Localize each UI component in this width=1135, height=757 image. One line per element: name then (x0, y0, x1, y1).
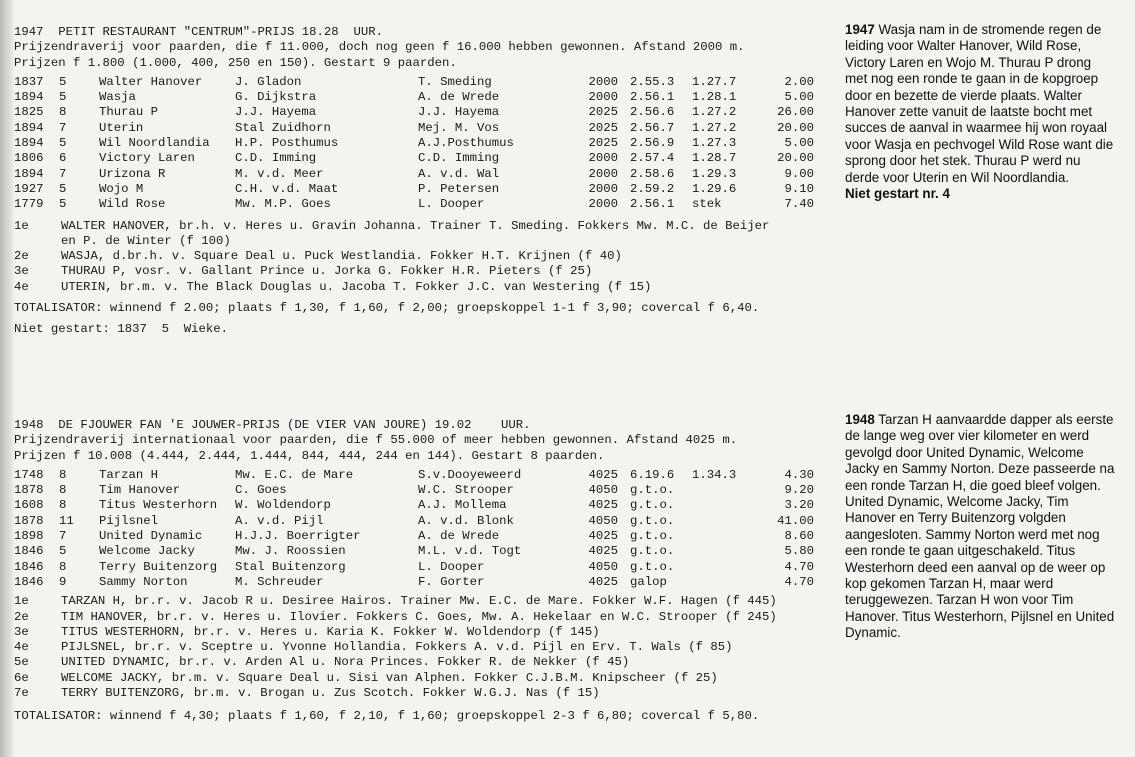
commentary-1948 (845, 412, 1115, 642)
odds: 26.00 (777, 105, 814, 120)
age: 6 (59, 151, 67, 166)
odds: 4.70 (784, 559, 814, 574)
placing-pedigree: TERRY BUITENZORG, br.m. v. Brogan u. Zus Scotch. Fokker W.G.J. Nas (f 15) (61, 686, 600, 701)
driver: A. de Wrede (418, 529, 500, 544)
placing-position: 1e (14, 594, 29, 609)
distance: 2000 (588, 90, 618, 105)
placing-pedigree: PIJLSNEL, br.r. v. Sceptre u. Yvonne Hollandia. Fokkers A. v.d. Pijl en Erv. T. Wals (f 85) (61, 640, 733, 655)
results-table (14, 75, 814, 213)
odds: 20.00 (777, 151, 814, 166)
placing-entry (14, 640, 834, 655)
odds: 5.00 (784, 90, 814, 105)
horse-name: Tim Hanover (99, 483, 181, 498)
race-header: 1948 DE FJOUWER FAN 'E JOUWER-PRIJS (DE VIER VAN JOURE) 19.02 UUR. (14, 418, 531, 432)
race-time: 2.56.7 (630, 120, 675, 135)
placing-entry (14, 625, 834, 640)
result-row (14, 560, 814, 575)
horse-name: Wil Noordlandia (99, 136, 210, 151)
horse-number: 1837 (14, 74, 44, 89)
distance: 4050 (588, 513, 618, 528)
placing-entry (14, 280, 834, 295)
race-time: 2.56.9 (630, 136, 675, 151)
km-time (692, 544, 754, 559)
km-time (692, 498, 754, 513)
age: 5 (59, 197, 67, 212)
horse-number: 1894 (14, 166, 44, 181)
odds: 4.30 (784, 467, 814, 482)
owner: M. v.d. Meer (235, 166, 324, 181)
race-time: g.t.o. (630, 544, 675, 559)
km-time (692, 560, 754, 575)
horse-number: 1779 (14, 197, 44, 212)
placing-position: 2e (14, 609, 29, 624)
placing-entry (14, 686, 834, 701)
race-prizes: Prijzen f 1.800 (1.000, 400, 250 en 150). Gestart 9 paarden. (14, 55, 457, 70)
placing-pedigree: WALTER HANOVER, br.h. v. Heres u. Gravin Johanna. Trainer T. Smeding. Fokkers Mw. M.C. de Beijer en P. de Winter (f 100) (61, 218, 770, 248)
horse-name: Wasja (99, 90, 136, 105)
placing-pedigree: TARZAN H, br.r. v. Jacob R u. Desiree Hairos. Trainer Mw. E.C. de Mare. Fokker W.F. Hagen (f 445) (61, 594, 777, 609)
odds: 3.20 (784, 498, 814, 513)
age: 9 (59, 574, 67, 589)
owner: C.H. v.d. Maat (235, 181, 339, 196)
odds: 9.00 (784, 166, 814, 181)
placing-position: 5e (14, 655, 29, 670)
horse-number: 1846 (14, 574, 44, 589)
race-time: g.t.o. (630, 498, 675, 513)
distance: 4025 (588, 529, 618, 544)
odds: 41.00 (777, 513, 814, 528)
result-row (14, 529, 814, 544)
placing-pedigree: UTERIN, br.m. v. The Black Douglas u. Jacoba T. Fokker J.C. van Westering (f 15) (61, 279, 652, 294)
distance: 2000 (588, 166, 618, 181)
result-row (14, 498, 814, 513)
km-time: 1.28.1 (692, 90, 737, 105)
driver: S.v.Dooyeweerd (418, 467, 522, 482)
race-time: g.t.o. (630, 513, 675, 528)
horse-name: Pijlsnel (99, 513, 159, 528)
race-time: 2.55.3 (630, 74, 675, 89)
result-row (14, 468, 814, 483)
placing-pedigree: WELCOME JACKY, br.m. v. Square Deal u. Sisi van Alphen. Fokker C.J.B.M. Knipscheer (f 25) (61, 670, 718, 685)
commentary-text: Wasja nam in de stromende regen de leiding voor Walter Hanover, Wild Rose, Victory Laren en Wojo M. Thurau P drong met nog een ronde te gaan in de kopgroep door en bezette de vierde plaats. Walter Hanover zette vanuit de laatste bocht met succes de aanval in waarmee hij won royaal voor Wasja en pechvogel Wild Rose want die sprong door het stek. Thurau P werd nu derde voor Uterin en Wil Noordlandia. (845, 22, 1114, 185)
distance: 2000 (588, 74, 618, 89)
odds: 2.00 (784, 74, 814, 89)
driver: L. Dooper (418, 197, 485, 212)
horse-number: 1748 (14, 467, 44, 482)
placing-pedigree: TIM HANOVER, br.r. v. Heres u. Ilovier. Fokkers C. Goes, Mw. A. Hekelaar en W.C. Strooper (f 245) (61, 609, 777, 624)
age: 5 (59, 74, 67, 89)
horse-number: 1846 (14, 544, 44, 559)
result-row (14, 575, 814, 590)
race-conditions: Prijzendraverij internationaal voor paarden, die f 55.000 of meer hebben gewonnen. Afstand 4025 m. (14, 433, 738, 448)
race-time: 2.56.6 (630, 105, 675, 120)
driver: A. v.d. Blonk (418, 513, 514, 528)
placing-entry (14, 249, 834, 264)
race-time: 2.56.1 (630, 90, 675, 105)
driver: F. Gorter (418, 574, 485, 589)
race-conditions: Prijzendraverij voor paarden, die f 11.000, doch nog geen f 16.000 hebben gewonnen. Afstand 2000 m. (14, 40, 745, 55)
result-row (14, 182, 814, 197)
distance: 4025 (588, 498, 618, 513)
km-time: 1.29.6 (692, 181, 737, 196)
placing-entry (14, 264, 834, 279)
race-prizes: Prijzen f 10.008 (4.444, 2.444, 1.444, 844, 444, 244 en 144). Gestart 8 paarden. (14, 448, 605, 463)
placing-pedigree: THURAU P, vosr. v. Gallant Prince u. Jorka G. Fokker H.R. Pieters (f 25) (61, 264, 593, 279)
driver: T. Smeding (418, 74, 492, 89)
odds: 20.00 (777, 120, 814, 135)
result-row (14, 483, 814, 498)
owner: M. Schreuder (235, 574, 324, 589)
placing-position: 4e (14, 640, 29, 655)
race-time: 2.56.1 (630, 197, 675, 212)
distance: 4025 (588, 574, 618, 589)
placing-entry (14, 219, 834, 250)
placing-position: 4e (14, 279, 29, 294)
totalisator: TOTALISATOR: winnend f 4,30; plaats f 1,60, f 2,10, f 1,60; groepskoppel 2-3 f 6,80; covercal f 5,80. (14, 709, 760, 724)
horse-number: 1846 (14, 559, 44, 574)
placings-list (14, 594, 834, 701)
race-time: 2.58.6 (630, 166, 675, 181)
owner: J.J. Hayema (235, 105, 317, 120)
horse-name: Victory Laren (99, 151, 195, 166)
horse-number: 1825 (14, 105, 44, 120)
km-time (692, 483, 754, 498)
placings-list (14, 219, 834, 295)
horse-name: Tarzan H (99, 467, 159, 482)
race-1948 (14, 418, 834, 725)
distance: 2025 (588, 136, 618, 151)
km-time (692, 514, 754, 529)
owner: G. Dijkstra (235, 90, 317, 105)
km-time (692, 529, 754, 544)
odds: 9.10 (784, 181, 814, 196)
age: 8 (59, 105, 67, 120)
result-row (14, 90, 814, 105)
horse-name: Terry Buitenzorg (99, 559, 218, 574)
totalisator: TOTALISATOR: winnend f 2.00; plaats f 1,30, f 1,60, f 2,00; groepskoppel 1-1 f 3,90; covercal f 6,40. (14, 301, 760, 316)
driver: A. v.d. Wal (418, 166, 500, 181)
result-row (14, 197, 814, 212)
placing-entry (14, 655, 834, 670)
placing-position: 3e (14, 624, 29, 639)
distance: 4025 (588, 544, 618, 559)
age: 5 (59, 90, 67, 105)
km-time: 1.34.3 (692, 467, 737, 482)
horse-name: Uterin (99, 120, 144, 135)
owner: H.P. Posthumus (235, 136, 339, 151)
driver: L. Dooper (418, 559, 485, 574)
horse-number: 1898 (14, 529, 44, 544)
owner: Stal Buitenzorg (235, 559, 346, 574)
odds: 4.70 (784, 574, 814, 589)
age: 7 (59, 166, 67, 181)
race-time: 6.19.6 (630, 467, 675, 482)
race-1947 (14, 25, 834, 338)
age: 11 (59, 513, 74, 528)
driver: W.C. Strooper (418, 483, 514, 498)
horse-number: 1806 (14, 151, 44, 166)
owner: C.D. Imming (235, 151, 317, 166)
owner: C. Goes (235, 483, 287, 498)
horse-number: 1927 (14, 181, 44, 196)
horse-number: 1878 (14, 483, 44, 498)
horse-number: 1878 (14, 513, 44, 528)
placing-position: 3e (14, 264, 29, 279)
driver: Mej. M. Vos (418, 120, 500, 135)
distance: 2000 (588, 181, 618, 196)
age: 5 (59, 544, 67, 559)
age: 5 (59, 136, 67, 151)
distance: 4050 (588, 483, 618, 498)
driver: J.J. Hayema (418, 105, 500, 120)
owner: Mw. M.P. Goes (235, 197, 331, 212)
results-table (14, 468, 814, 590)
placing-pedigree: WASJA, d.br.h. v. Square Deal u. Puck Westlandia. Fokker H.T. Krijnen (f 40) (61, 249, 622, 264)
horse-name: Titus Westerhorn (99, 498, 218, 513)
result-row (14, 167, 814, 182)
owner: J. Gladon (235, 74, 302, 89)
horse-name: Wojo M (99, 181, 144, 196)
odds: 7.40 (784, 197, 814, 212)
owner: Mw. E.C. de Mare (235, 467, 354, 482)
horse-number: 1608 (14, 498, 44, 513)
distance: 2000 (588, 197, 618, 212)
km-time (692, 575, 754, 590)
placing-entry (14, 610, 834, 625)
owner: H.J.J. Boerrigter (235, 529, 361, 544)
placing-entry (14, 594, 834, 609)
distance: 4050 (588, 559, 618, 574)
horse-name: Urizona R (99, 166, 166, 181)
driver: M.L. v.d. Togt (418, 544, 522, 559)
odds: 8.60 (784, 529, 814, 544)
commentary-year: 1947 (845, 22, 875, 37)
horse-name: Welcome Jacky (99, 544, 195, 559)
age: 5 (59, 181, 67, 196)
driver: A.J. Mollema (418, 498, 507, 513)
km-time: 1.27.7 (692, 74, 737, 89)
age: 8 (59, 498, 67, 513)
age: 7 (59, 120, 67, 135)
km-time: stek (692, 197, 722, 212)
odds: 5.00 (784, 136, 814, 151)
race-time: g.t.o. (630, 483, 675, 498)
placing-position: 2e (14, 249, 29, 264)
placing-entry (14, 671, 834, 686)
race-time: g.t.o. (630, 559, 675, 574)
placing-position: 1e (14, 218, 29, 233)
race-time: 2.59.2 (630, 181, 675, 196)
driver: C.D. Imming (418, 151, 500, 166)
placing-pedigree: TITUS WESTERHORN, br.r. v. Heres u. Karia K. Fokker W. Woldendorp (f 145) (61, 624, 600, 639)
race-time: g.t.o. (630, 529, 675, 544)
age: 7 (59, 529, 67, 544)
owner: W. Woldendorp (235, 498, 331, 513)
result-row (14, 75, 814, 90)
horse-name: Walter Hanover (99, 74, 203, 89)
age: 8 (59, 483, 67, 498)
horse-name: Thurau P (99, 105, 159, 120)
km-time: 1.27.2 (692, 120, 737, 135)
horse-name: Sammy Norton (99, 574, 188, 589)
km-time: 1.29.3 (692, 166, 737, 181)
commentary-text: Tarzan H aanvaardde dapper als eerste de lange weg over vier kilometer en werd gevolgd door United Dynamic, Welcome Jacky en Sammy Norton. Deze passeerde na een ronde Tarzan H, die goed bleef volgen. United Dynamic, Welcome Jacky, Tim Hanover en Terry Buitenzorg volgden aangesloten. Sammy Norton werd met nog een ronde te gaan uitgeschakeld. Titus Westerhorn deed een aanval op de weer op kop gekomen Tarzan H, maar werd teruggewezen. Tarzan H won voor Tim Hanover. Titus Westerhorn, Pijlsnel en United Dynamic. (845, 412, 1115, 641)
result-row (14, 151, 814, 166)
result-row (14, 544, 814, 559)
km-time: 1.28.7 (692, 151, 737, 166)
driver: A. de Wrede (418, 90, 500, 105)
distance: 2000 (588, 151, 618, 166)
not-started: Niet gestart: 1837 5 Wieke. (14, 322, 229, 337)
driver: P. Petersen (418, 181, 500, 196)
horse-name: Wild Rose (99, 197, 166, 212)
distance: 2025 (588, 120, 618, 135)
commentary-1947 (845, 22, 1115, 202)
race-time: 2.57.4 (630, 151, 675, 166)
age: 8 (59, 467, 67, 482)
owner: A. v.d. Pijl (235, 513, 324, 528)
horse-name: United Dynamic (99, 529, 203, 544)
km-time: 1.27.3 (692, 136, 737, 151)
commentary-year: 1948 (845, 412, 875, 427)
odds: 5.80 (784, 544, 814, 559)
owner: Mw. J. Roossien (235, 544, 346, 559)
result-row (14, 514, 814, 529)
placing-pedigree: UNITED DYNAMIC, br.r. v. Arden Al u. Nora Princes. Fokker R. de Nekker (f 45) (61, 655, 630, 670)
distance: 4025 (588, 467, 618, 482)
placing-position: 6e (14, 670, 29, 685)
driver: A.J.Posthumus (418, 136, 514, 151)
horse-number: 1894 (14, 136, 44, 151)
horse-number: 1894 (14, 90, 44, 105)
age: 8 (59, 559, 67, 574)
result-row (14, 121, 814, 136)
owner: Stal Zuidhorn (235, 120, 331, 135)
race-time: galop (630, 574, 667, 589)
horse-number: 1894 (14, 120, 44, 135)
result-row (14, 105, 814, 120)
km-time: 1.27.2 (692, 105, 737, 120)
commentary-note: Niet gestart nr. 4 (845, 186, 950, 202)
distance: 2025 (588, 105, 618, 120)
result-row (14, 136, 814, 151)
placing-position: 7e (14, 686, 29, 701)
page-edge-shadow (0, 0, 14, 757)
odds: 9.20 (784, 483, 814, 498)
race-header: 1947 PETIT RESTAURANT "CENTRUM"-PRIJS 18.28 UUR. (14, 25, 383, 39)
